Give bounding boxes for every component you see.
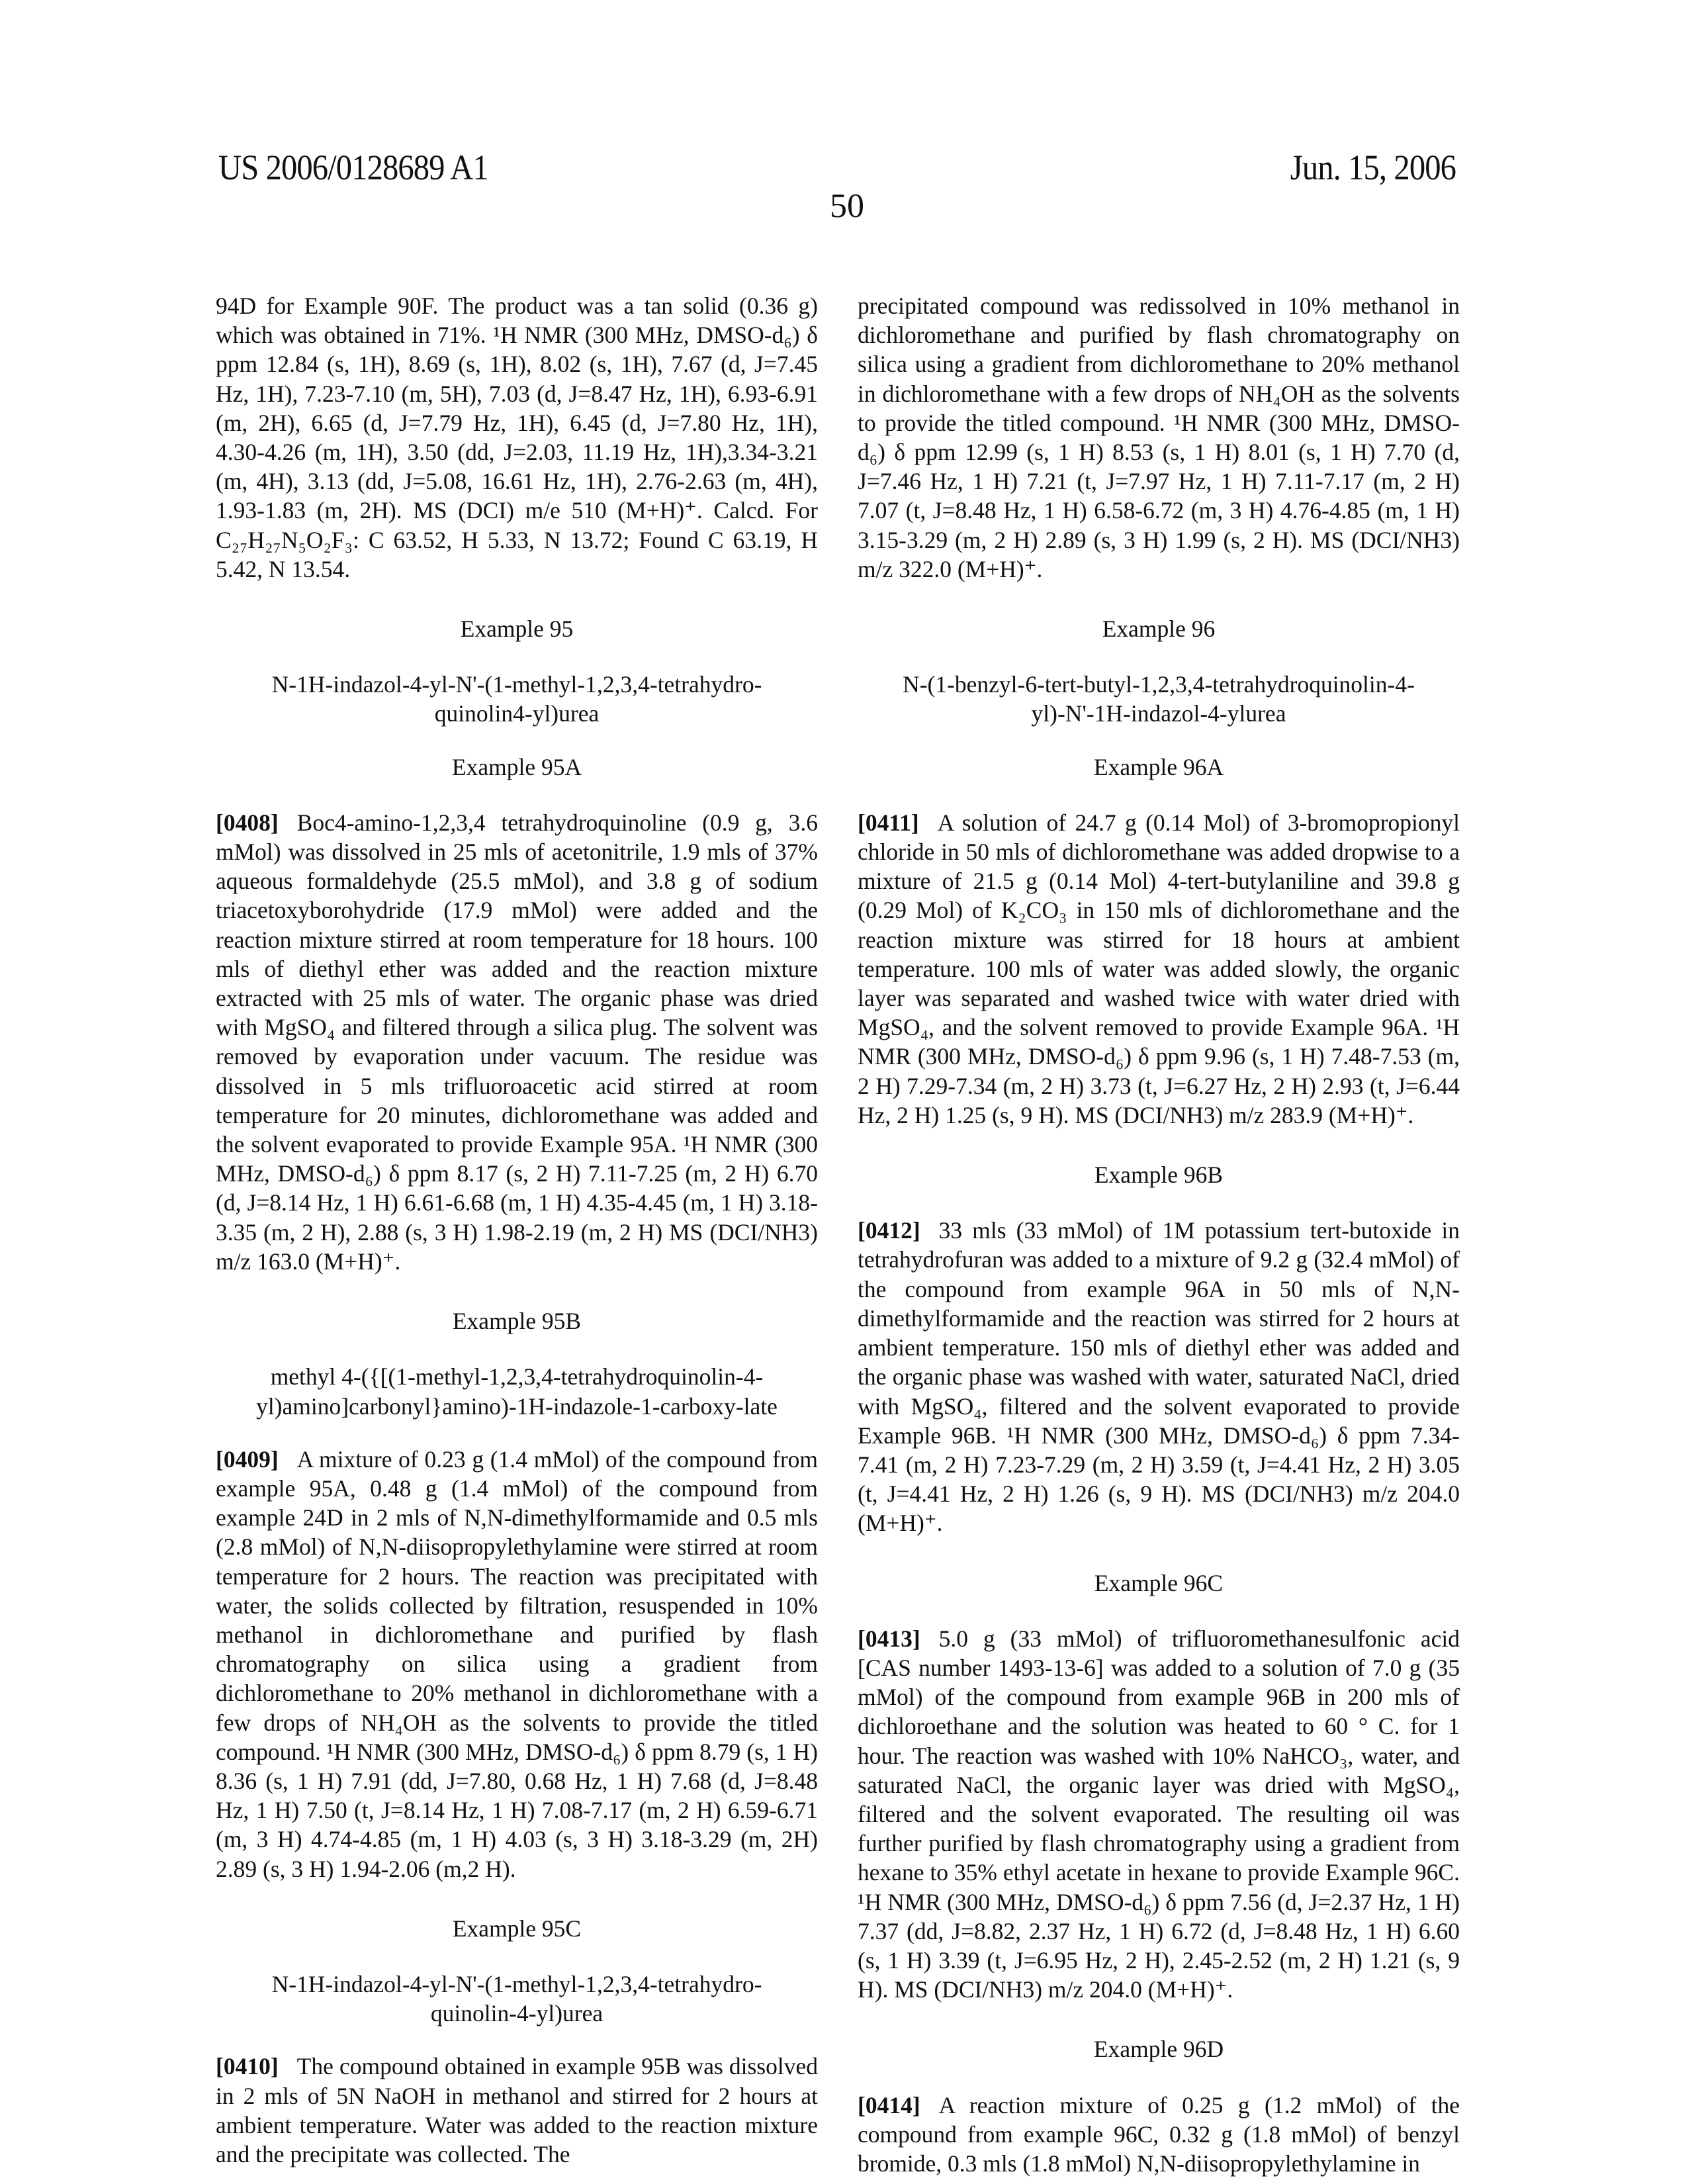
example-heading: Example 95B [216, 1306, 818, 1336]
paragraph-text: Boc4-amino-1,2,3,4 tetrahydroquinoline (0.9 g, 3.6 mMol) was dissolved in 25 mls of acetonitrile, 1.9 mls of 37% aqueous formaldehyde (25.5 mMol), and 3.8 g of sodium triacetoxyborohydride (17.9 mMol) were added and the reaction mixture stirred at room temperature for 18 hours. 100 mls of diethyl ether was added and the reaction mixture extracted with 25 mls of water. The organic phase was dried with MgSO₄ and filtered through a silica plug. The solvent was removed by evaporation under vacuum. The residue was dissolved in 5 mls trifluoroacetic acid stirred at room temperature for 20 minutes, dichloromethane was added and the solvent evaporated to provide Example 95A. ¹H NMR (300 MHz, DMSO-d₆) δ ppm 8.17 (s, 2 H) 7.11-7.25 (m, 2 H) 6.70 (d, J=8.14 Hz, 1 H) 6.61-6.68 (m, 1 H) 4.35-4.45 (m, 1 H) 3.18-3.35 (m, 2 H), 2.88 (s, 3 H) 1.98-2.19 (m, 2 H) MS (DCI/NH3) m/z 163.0 (M+H)⁺. [216, 809, 818, 1275]
paragraph-text: A mixture of 0.23 g (1.4 mMol) of the compound from example 95A, 0.48 g (1.4 mMol) of the compound from example 24D in 2 mls of N,N-dimethylformamide and 0.5 mls (2.8 mMol) of N,N-diisopropylethylamine were stirred at room temperature for 2 hours. The reaction was precipitated with water, the solids collected by filtration, resuspended in 10% methanol in dichloromethane and purified by flash chromatography on silica using a gradient from dichloromethane to 20% methanol in dichloromethane with a few drops of NH₄OH as the solvents to provide the titled compound. ¹H NMR (300 MHz, DMSO-d₆) δ ppm 8.79 (s, 1 H) 8.36 (s, 1 H) 7.91 (dd, J=7.80, 0.68 Hz, 1 H) 7.68 (d, J=8.48 Hz, 1 H) 7.50 (t, J=8.14 Hz, 1 H) 7.08-7.17 (m, 2 H) 6.59-6.71 (m, 3 H) 4.74-4.85 (m, 1 H) 4.03 (s, 3 H) 3.18-3.29 (m, 2H) 2.89 (s, 3 H) 1.94-2.06 (m,2 H). [216, 1446, 818, 1882]
left-column [216, 291, 818, 2169]
page-number: 50 [0, 187, 1694, 226]
paragraph-0413 [858, 1624, 1460, 2005]
paragraph-number: [0412] [858, 1217, 920, 1244]
example-heading: Example 96C [858, 1569, 1460, 1598]
paragraph-0408 [216, 808, 818, 1276]
paragraph-number: [0408] [216, 809, 279, 836]
paragraph-0414 [858, 2091, 1460, 2179]
example-heading: Example 96B [858, 1160, 1460, 1189]
paragraph-text: The compound obtained in example 95B was dissolved in 2 mls of 5N NaOH in methanol and stirred for 2 hours at ambient temperature. Water was added to the reaction mixture and the precipitate was collected. The [216, 2053, 818, 2167]
paragraph-0411 [858, 808, 1460, 1130]
right-column [858, 291, 1460, 2178]
paragraph-text: 5.0 g (33 mMol) of trifluoromethanesulfonic acid [CAS number 1493-13-6] was added to a solution of 7.0 g (35 mMol) of the compound from example 96B in 200 mls of dichloroethane and the solution was heated to 60 ° C. for 1 hour. The reaction was washed with 10% NaHCO₃, water, and saturated NaCl, the organic layer was dried with MgSO₄, filtered and the solvent evaporated. The resulting oil was further purified by flash chromatography using a gradient from hexane to 35% ethyl acetate in hexane to provide Example 96C. ¹H NMR (300 MHz, DMSO-d₆) δ ppm 7.56 (d, J=2.37 Hz, 1 H) 7.37 (dd, J=8.82, 2.37 Hz, 1 H) 6.72 (d, J=8.48 Hz, 1 H) 6.60 (s, 1 H) 3.39 (t, J=6.95 Hz, 2 H), 2.45-2.52 (m, 2 H) 1.21 (s, 9 H). MS (DCI/NH3) m/z 204.0 (M+H)⁺. [858, 1625, 1460, 2003]
compound-title: N-(1-benzyl-6-tert-butyl-1,2,3,4-tetrahydroquinolin-4-yl)-N'-1H-indazol-4-ylurea [897, 670, 1420, 728]
paragraph-number: [0409] [216, 1446, 279, 1473]
publication-number: US 2006/0128689 A1 [218, 147, 488, 188]
example-heading: Example 95A [216, 752, 818, 782]
publication-date: Jun. 15, 2006 [1290, 147, 1456, 188]
paragraph-text: A solution of 24.7 g (0.14 Mol) of 3-bromopropionyl chloride in 50 mls of dichloromethane was added dropwise to a mixture of 21.5 g (0.14 Mol) 4-tert-butylaniline and 39.8 g (0.29 Mol) of K₂CO₃ in 150 mls of dichloromethane and the reaction mixture was stirred for 18 hours at ambient temperature. 100 mls of water was added slowly, the organic layer was separated and washed twice with water dried with MgSO₄, and the solvent removed to provide Example 96A. ¹H NMR (300 MHz, DMSO-d₆) δ ppm 9.96 (s, 1 H) 7.48-7.53 (m, 2 H) 7.29-7.34 (m, 2 H) 3.73 (t, J=6.27 Hz, 2 H) 2.93 (t, J=6.44 Hz, 2 H) 1.25 (s, 9 H). MS (DCI/NH3) m/z 283.9 (M+H)⁺. [858, 809, 1460, 1128]
paragraph-text: A reaction mixture of 0.25 g (1.2 mMol) of the compound from example 96C, 0.32 g (1.8 mMol) of benzyl bromide, 0.3 mls (1.8 mMol) N,N-diisopropylethylamine in [858, 2092, 1460, 2177]
paragraph-0409 [216, 1445, 818, 1884]
continued-paragraph: precipitated compound was redissolved in 10% methanol in dichloromethane and purified by flash chromatography on silica using a gradient from dichloromethane to 20% methanol in dichloromethane with a few drops of NH₄OH as the solvents to provide the titled compound. ¹H NMR (300 MHz, DMSO-d₆) δ ppm 12.99 (s, 1 H) 8.53 (s, 1 H) 8.01 (s, 1 H) 7.70 (d, J=7.46 Hz, 1 H) 7.21 (t, J=7.97 Hz, 1 H) 7.11-7.17 (m, 2 H) 7.07 (t, J=8.48 Hz, 1 H) 6.58-6.72 (m, 3 H) 4.76-4.85 (m, 1 H) 3.15-3.29 (m, 2 H) 2.89 (s, 3 H) 1.99 (s, 2 H). MS (DCI/NH3) m/z 322.0 (M+H)⁺. [858, 291, 1460, 584]
paragraph-number: [0410] [216, 2053, 279, 2079]
paragraph-number: [0411] [858, 809, 919, 836]
paragraph-number: [0413] [858, 1625, 920, 1652]
paragraph-text: 33 mls (33 mMol) of 1M potassium tert-butoxide in tetrahydrofuran was added to a mixture of 9.2 g (32.4 mMol) of the compound from example 96A in 50 mls of N,N-dimethylformamide and the reaction was stirred for 2 hours at ambient temperature. 150 mls of diethyl ether was added and the organic phase was washed with water, saturated NaCl, dried with MgSO₄, filtered and the solvent evaporated to provide Example 96B. ¹H NMR (300 MHz, DMSO-d₆) δ ppm 7.34-7.41 (m, 2 H) 7.23-7.29 (m, 2 H) 3.59 (t, J=4.41 Hz, 2 H) 3.05 (t, J=4.41 Hz, 2 H) 1.26 (s, 9 H). MS (DCI/NH3) m/z 204.0 (M+H)⁺. [858, 1217, 1460, 1536]
paragraph-0412 [858, 1216, 1460, 1537]
compound-title: N-1H-indazol-4-yl-N'-(1-methyl-1,2,3,4-tetrahydro-quinolin4-yl)urea [255, 670, 778, 728]
compound-title: N-1H-indazol-4-yl-N'-(1-methyl-1,2,3,4-tetrahydro-quinolin-4-yl)urea [255, 1970, 778, 2028]
example-heading: Example 96 [858, 614, 1460, 643]
compound-title: methyl 4-({[(1-methyl-1,2,3,4-tetrahydroquinolin-4-yl)amino]carbonyl}amino)-1H-indazole-1-carboxy-late [255, 1362, 778, 1420]
example-heading: Example 96D [858, 2034, 1460, 2064]
example-heading: Example 95 [216, 614, 818, 643]
paragraph-0410 [216, 2052, 818, 2169]
example-heading: Example 96A [858, 752, 1460, 782]
continued-paragraph: 94D for Example 90F. The product was a tan solid (0.36 g) which was obtained in 71%. ¹H NMR (300 MHz, DMSO-d₆) δ ppm 12.84 (s, 1H), 8.69 (s, 1H), 8.02 (s, 1H), 7.67 (d, J=7.45 Hz, 1H), 7.23-7.10 (m, 5H), 7.03 (d, J=8.47 Hz, 1H), 6.93-6.91 (m, 2H), 6.65 (d, J=7.79 Hz, 1H), 6.45 (d, J=7.80 Hz, 1H), 4.30-4.26 (m, 1H), 3.50 (dd, J=2.03, 11.19 Hz, 1H),3.34-3.21 (m, 4H), 3.13 (dd, J=5.08, 16.61 Hz, 1H), 2.76-2.63 (m, 4H), 1.93-1.83 (m, 2H). MS (DCI) m/e 510 (M+H)⁺. Calcd. For C₂₇H₂₇N₅O₂F₃: C 63.52, H 5.33, N 13.72; Found C 63.19, H 5.42, N 13.54. [216, 291, 818, 584]
example-heading: Example 95C [216, 1914, 818, 1943]
paragraph-number: [0414] [858, 2092, 920, 2118]
